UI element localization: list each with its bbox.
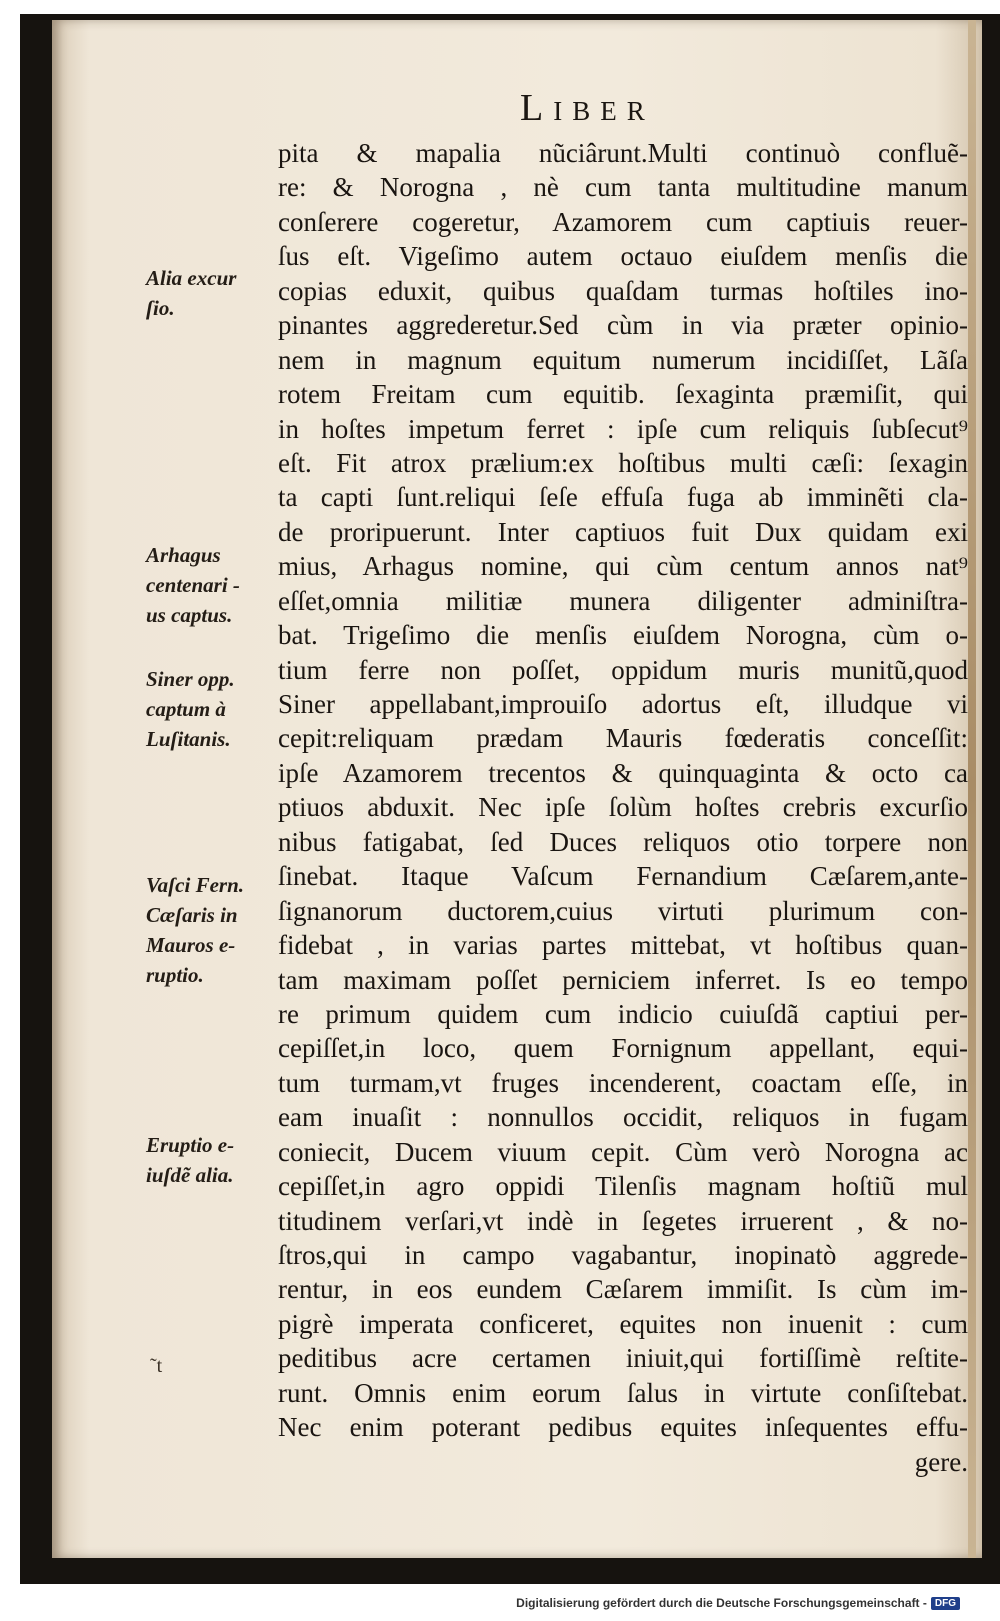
text-line: peditibus acre certamen iniuit,qui fortiſſimè reſtite- — [278, 1343, 968, 1374]
text-line: bat. Trigeſimo die menſis eiuſdem Norogna, cùm o- — [278, 620, 968, 651]
text-line: ta capti ſunt.reliqui ſeſe effuſa fuga ab imminẽti cla- — [278, 482, 968, 513]
text-line: nem in magnum equitum numerum incidiſſet, Lãſa — [278, 344, 968, 375]
margin-note-3 — [146, 664, 276, 754]
text-line: eſt. Fit atrox prælium:ex hoſtibus multi cæſi: ſexagin — [278, 447, 968, 478]
text-line: cepiſſet,in agro oppidi Tilenſis magnam hoſtiũ mul — [278, 1171, 968, 1202]
text-line: copias eduxit, quibus quaſdam turmas hoſtiles ino- — [278, 275, 968, 306]
text-line: ptiuos abduxit. Nec ipſe ſolùm hoſtes crebris excurſio — [278, 792, 968, 823]
text-line: cepiſſet,in loco, quem Fornignum appellant, equi- — [278, 1033, 968, 1064]
text-line: mius, Arhagus nomine, qui cùm centum annos nat⁹ — [278, 551, 968, 582]
text-line: fidebat , in varias partes mittebat, vt hoſtibus quan- — [278, 930, 968, 961]
page-edge — [968, 20, 976, 1558]
text-line: pinantes aggrederetur.Sed cùm in via præter opinio- — [278, 310, 968, 341]
text-line: pita & mapalia nũciârunt.Multi continuò confluẽ- — [278, 138, 968, 168]
margin-note-line: ruptio. — [146, 963, 204, 987]
margin-note-line: ſio. — [146, 296, 175, 320]
margin-note-line: us captus. — [146, 603, 233, 627]
margin-note-line: Cæſaris in — [146, 903, 238, 927]
margin-note-5 — [146, 1130, 276, 1190]
margin-note-line: Mauros e- — [146, 933, 236, 957]
text-line: cepit:reliquam prædam Mauris fœderatis conceſſit: — [278, 723, 968, 754]
text-line: coniecit, Ducem viuum cepit. Cùm verò Norogna ac — [278, 1136, 968, 1167]
text-line: Nec enim poterant pedibus equites inſequentes effu- — [278, 1412, 968, 1443]
text-line: tam maximam poſſet perniciem inferret. Is eo tempo — [278, 964, 968, 995]
text-line: tium ferre non poſſet, oppidum muris munitũ,quod — [278, 654, 968, 685]
text-line: pigrè imperata conficeret, equites non inuenit : cum — [278, 1308, 968, 1339]
text-line: rotem Freitam cum equitib. ſexaginta præmiſit, qui — [278, 379, 968, 410]
margin-note-4 — [146, 870, 276, 990]
text-line: de proripuerunt. Inter captiuos fuit Dux quidam exi — [278, 516, 968, 547]
margin-note-line: iuſdẽ alia. — [146, 1163, 234, 1187]
text-line: rentur, in eos eundem Cæſarem immiſit. Is cùm im- — [278, 1274, 968, 1305]
margin-note-2 — [146, 540, 276, 630]
text-line: runt. Omnis enim eorum ſalus in virtute conſiſtebat. — [278, 1377, 968, 1408]
text-line: ſignanorum ductorem,cuius virtuti plurimum con- — [278, 895, 968, 926]
text-line: re: & Norogna , nè cum tanta multitudine manum — [278, 172, 968, 203]
text-line: ſus eſt. Vigeſimo autem octauo eiuſdem menſis die — [278, 241, 968, 272]
margin-note-line: Arhagus — [146, 543, 221, 567]
margin-note-line: Eruptio e- — [146, 1133, 235, 1157]
text-line: titudinem verſari,vt indè in ſegetes irruerent , & no- — [278, 1205, 968, 1236]
margin-note-line: captum à — [146, 697, 226, 721]
margin-note-1 — [146, 263, 276, 323]
text-line: in hoſtes impetum ferret : ipſe cum reliquis ſubſecut⁹ — [278, 413, 968, 444]
running-head: Liber — [520, 87, 655, 129]
text-line: re primum quidem cum indicio cuiuſdã captiui per- — [278, 998, 968, 1029]
text-line: Siner appellabant,improuiſo adortus eſt, illudque vi — [278, 689, 968, 719]
text-line: ipſe Azamorem trecentos & quinquaginta & octo ca — [278, 757, 968, 788]
digitization-footer — [516, 1596, 960, 1610]
body-text — [278, 136, 968, 1479]
margin-note-line: Vaſci Fern. — [146, 873, 245, 897]
margin-note-line: Siner opp. — [146, 667, 235, 691]
dfg-logo-icon: DFG — [931, 1597, 960, 1610]
text-line: gere. — [914, 1446, 968, 1477]
margin-note-line: centenari - — [146, 573, 240, 597]
footer-credit: Digitalisierung gefördert durch die Deutsche Forschungsgemeinschaft - — [516, 1596, 927, 1610]
stray-mark: ˜t — [150, 1355, 163, 1377]
text-line: eam inuaſit : nonnullos occidit, reliquos in fugam — [278, 1102, 968, 1133]
text-line: ſtros,qui in campo vagabantur, inopinatò aggrede- — [278, 1240, 968, 1270]
text-line: conſerere cogeretur, Azamorem cum captiuis reuer- — [278, 206, 968, 237]
text-line: ſinebat. Itaque Vaſcum Fernandium Cæſarem,ante- — [278, 861, 968, 892]
text-line: nibus fatigabat, ſed Duces reliquos otio torpere non — [278, 826, 968, 857]
text-line: tum turmam,vt fruges incenderent, coactam eſſe, in — [278, 1067, 968, 1098]
text-line: eſſet,omnia militiæ munera diligenter adminiſtra- — [278, 585, 968, 616]
margin-note-line: Luſitanis. — [146, 727, 231, 751]
margin-note-line: Alia excur — [146, 266, 237, 290]
